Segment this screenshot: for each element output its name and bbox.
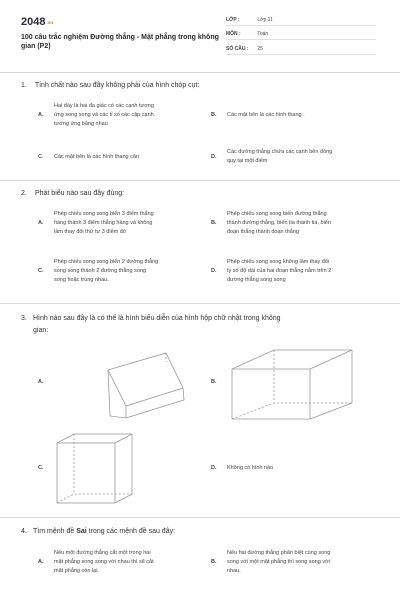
option-b[interactable] [211,111,386,121]
question-text: Hình nào sau đây là có thể là hình biểu diễn của hình hộp chữ nhật trong không [33,315,281,322]
question-3 [21,313,281,337]
option-d[interactable] [211,464,386,474]
option-a[interactable] [38,549,213,579]
option-letter: D. [211,465,217,471]
option-letter: B. [211,220,217,226]
option-line: Phép chiếu song song biến 3 điểm thẳng [54,211,154,217]
question-number: 1. [21,82,27,89]
logo[interactable] [21,16,53,28]
option-letter: B. [211,559,217,565]
option-line: Các mặt bên là các hình thang cân [54,154,139,160]
option-line: Hai đáy là hai đa giác có các cạnh tương [54,103,154,109]
option-line: Nếu một đường thẳng cắt một trong hai [54,550,151,556]
option-letter: A. [38,112,44,118]
question-number: 3. [21,315,27,322]
option-b[interactable] [211,549,391,579]
question-text: Tính chất nào sau đây không phải của hình chóp cụt: [34,82,200,89]
option-line: song song thành 2 đường thẳng song [54,268,146,274]
logo-suffix: .vn [46,19,53,25]
question-text: Tìm mệnh đề [33,528,77,535]
meta-mon-value: Toán [257,31,269,37]
option-line: tỷ số độ dài của hai đoạn thẳng nằm trên 2 [227,268,332,274]
option-c[interactable] [38,153,213,163]
option-text [227,549,330,576]
option-a[interactable] [38,102,213,132]
header [0,0,400,73]
meta-lop-label: LỚP : [226,17,240,23]
option-line: đường thẳng song song [227,277,286,283]
logo-text: 2048 [21,16,46,28]
meta-socau [226,46,263,52]
divider [0,517,400,518]
option-letter: C. [38,268,44,274]
option-d[interactable] [211,258,391,288]
meta-divider [226,39,376,40]
option-letter: C. [38,465,44,471]
option-line: mặt phẳng song song với nhau thì sẽ cắt [54,559,154,565]
option-text [54,258,158,285]
option-line: làm thay đổi thứ tự 3 điểm đó [54,229,126,235]
option-c[interactable] [38,258,213,288]
option-line: nhau. [227,568,241,574]
question-text-continued: gian: [33,327,49,334]
option-line: Không có hình nào [227,465,274,471]
option-line: đoạn thẳng thành đoạn thẳng [227,229,299,235]
meta-lop [226,17,273,23]
option-text [227,464,273,473]
option-letter: B. [211,112,217,118]
option-letter: D. [211,154,217,160]
option-line: Nếu hai đường thẳng phân biệt cùng song [227,550,331,556]
option-text [227,148,332,166]
option-letter: A. [38,220,44,226]
question-text: Phát biểu nào sau đây đúng: [34,190,125,197]
meta-lop-value: Lớp 11 [257,17,273,23]
option-line: tương ứng bằng nhau [54,121,108,127]
option-text [227,210,331,237]
option-text [54,210,154,237]
option-line: hàng thành 3 điểm thẳng hàng và không [54,220,153,226]
option-line: Phép chiếu song song không làm thay đổi [227,259,330,265]
option-letter: A. [38,559,44,565]
meta-socau-label: SỐ CÂU : [226,46,249,52]
box-figure-c[interactable] [52,430,137,510]
option-a[interactable] [38,210,213,240]
meta-divider [226,25,376,26]
document-title: 100 câu trắc nghiệm Đường thẳng - Mặt phẳng trong không gian (P2) [21,34,219,50]
option-line: mặt phẳng còn lại. [54,568,99,574]
question-text-emphasis: Sai [76,528,87,535]
option-line: quy tại một điểm [227,158,268,164]
option-line: ứng song song và các tỉ số các cặp cạnh [54,112,154,118]
option-letter: A. [38,379,44,385]
option-letter: C. [38,154,44,160]
option-line: Phép chiếu song song biến 2 đường thẳng [54,259,159,265]
divider [0,180,400,181]
option-b[interactable] [211,210,391,240]
option-line: thành đường thẳng, biến tia thành tia, biến [227,220,331,226]
option-letter: D. [211,268,217,274]
option-letter: B. [211,379,217,385]
question-1 [21,82,199,89]
option-line: song hoặc trùng nhau. [54,277,109,283]
meta-socau-value: 25 [257,46,263,52]
option-d[interactable] [211,148,386,168]
meta-divider [226,54,376,55]
question-number: 2. [21,190,27,197]
option-line: Các đường thẳng chứa các cạnh bên đồng [227,149,333,155]
meta-mon-label: MÔN : [226,31,241,37]
divider [0,303,400,304]
option-text [227,111,305,120]
option-text [54,153,139,162]
question-2 [21,190,124,197]
option-line: Phép chiếu song song biến đường thẳng [227,211,327,217]
option-text [227,258,331,285]
option-text [54,102,154,129]
option-text [54,549,154,576]
meta-mon [226,31,268,37]
question-4 [21,528,175,535]
question-number: 4. [21,528,27,535]
box-figure-a[interactable] [98,348,193,423]
option-line: song với một mặt phẳng thì song song với [227,559,330,565]
question-text: trong các mệnh đề sau đây: [86,528,176,535]
box-figure-b[interactable] [228,347,363,425]
option-line: Các mặt bên là các hình thang . [227,112,305,118]
